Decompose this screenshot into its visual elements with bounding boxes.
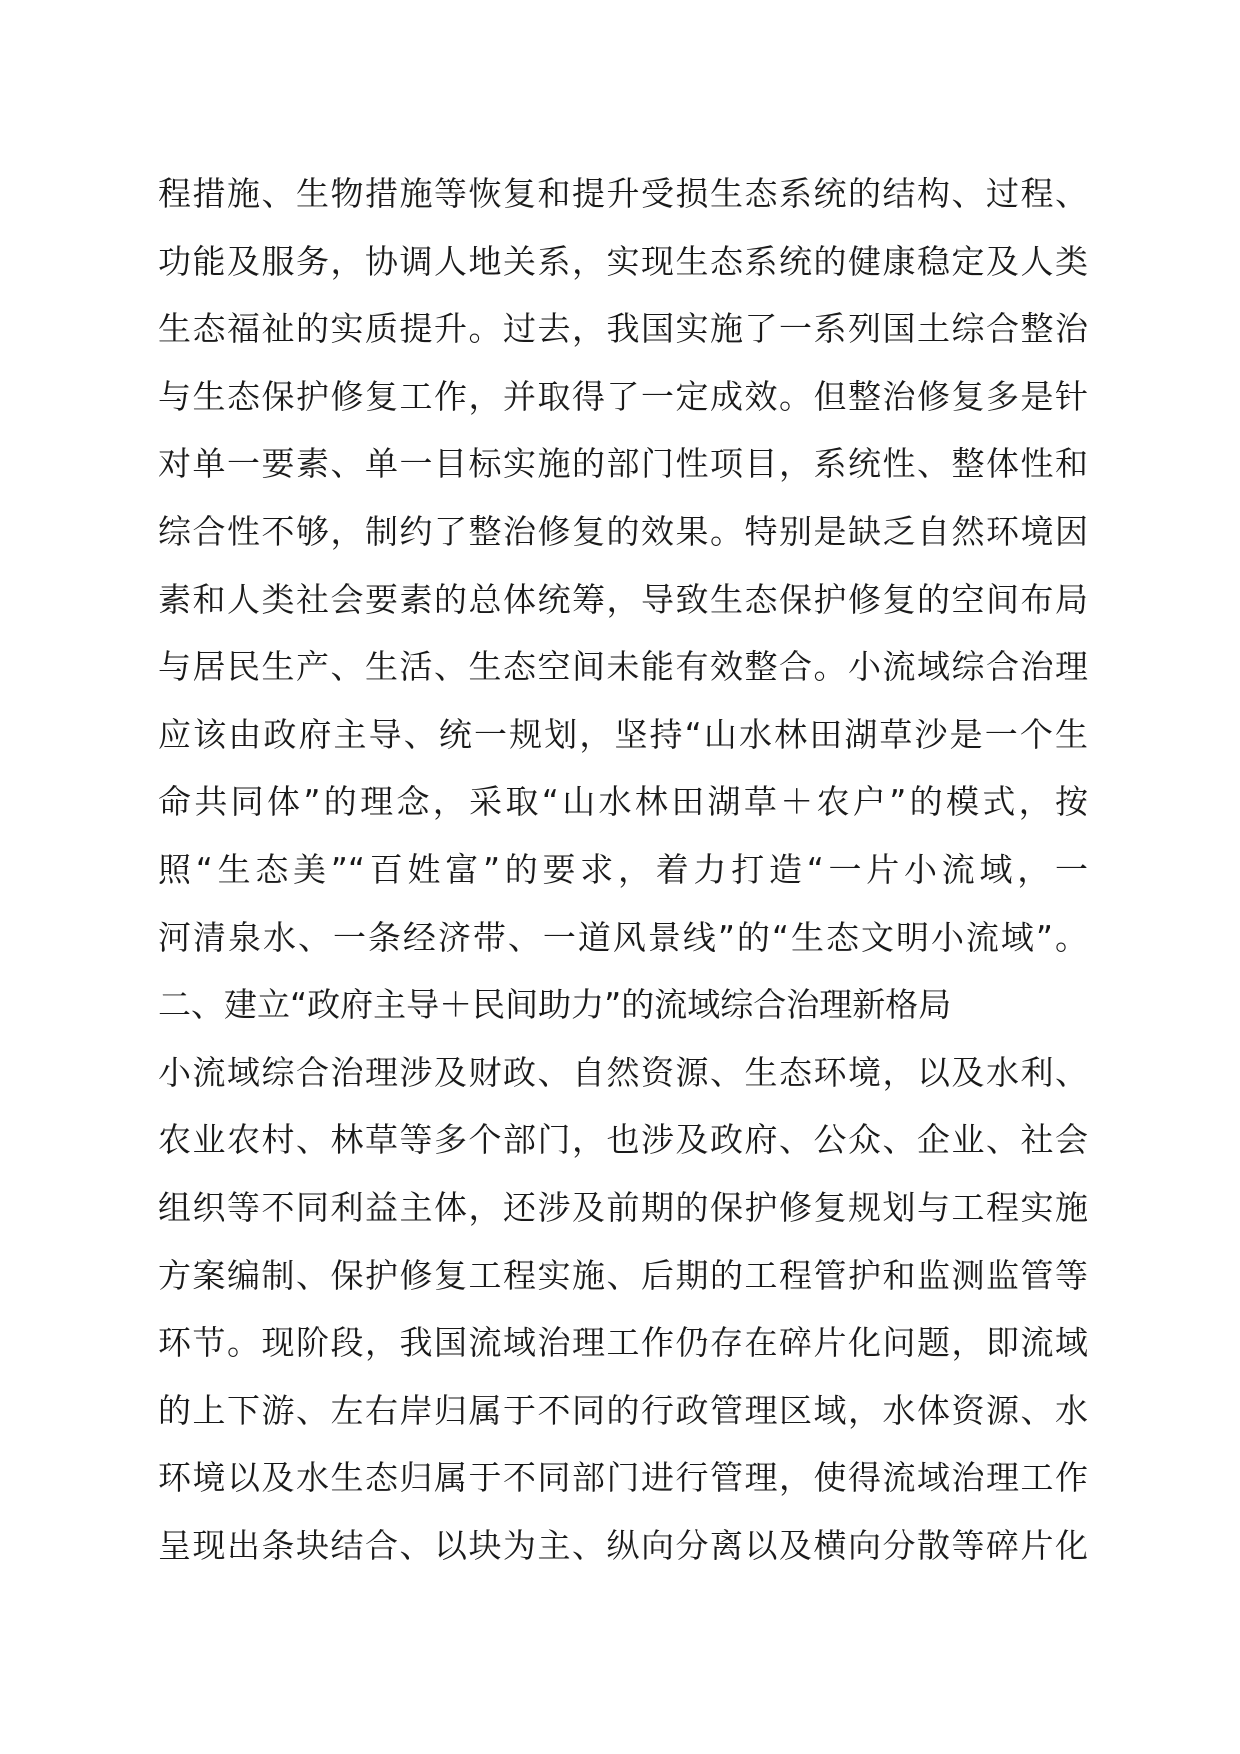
text-line-8: 与居民生产、生活、生态空间未能有效整合。小流域综合治理 — [158, 647, 1088, 687]
text-line-17: 方案编制、保护修复工程实施、后期的工程管护和监测监管等 — [158, 1255, 1088, 1295]
text-line-21: 呈现出条块结合、以块为主、纵向分离以及横向分散等碎片化 — [158, 1525, 1088, 1565]
section-heading: 二、建立“政府主导＋民间助力”的流域综合治理新格局 — [158, 985, 952, 1025]
text-line-10: 命共同体”的理念，采取“山水林田湖草＋农户”的模式，按 — [158, 782, 1088, 822]
text-line-14: 小流域综合治理涉及财政、自然资源、生态环境，以及水利、 — [158, 1052, 1088, 1092]
text-line-4: 与生态保护修复工作，并取得了一定成效。但整治修复多是针 — [158, 376, 1088, 416]
text-line-6: 综合性不够，制约了整治修复的效果。特别是缺乏自然环境因 — [158, 511, 1088, 551]
text-line-5: 对单一要素、单一目标实施的部门性项目，系统性、整体性和 — [158, 444, 1088, 484]
text-line-11: 照“生态美”“百姓富”的要求，着力打造“一片小流域，一 — [158, 849, 1088, 889]
text-line-12: 河清泉水、一条经济带、一道风景线”的“生态文明小流域”。 — [158, 917, 1088, 957]
text-line-3: 生态福祉的实质提升。过去，我国实施了一系列国土综合整治 — [158, 309, 1088, 349]
text-line-1: 程措施、生物措施等恢复和提升受损生态系统的结构、过程、 — [158, 174, 1088, 213]
body-text — [158, 160, 1088, 1579]
text-line-20: 环境以及水生态归属于不同部门进行管理，使得流域治理工作 — [158, 1458, 1088, 1498]
text-line-15: 农业农村、林草等多个部门，也涉及政府、公众、企业、社会 — [158, 1120, 1088, 1160]
text-line-19: 的上下游、左右岸归属于不同的行政管理区域，水体资源、水 — [158, 1390, 1088, 1430]
text-line-16: 组织等不同利益主体，还涉及前期的保护修复规划与工程实施 — [158, 1187, 1088, 1227]
text-line-9: 应该由政府主导、统一规划，坚持“山水林田湖草沙是一个生 — [158, 714, 1088, 754]
text-line-2: 功能及服务，协调人地关系，实现生态系统的健康稳定及人类 — [158, 241, 1088, 281]
text-line-18: 环节。现阶段，我国流域治理工作仍存在碎片化问题，即流域 — [158, 1323, 1088, 1363]
text-line-7: 素和人类社会要素的总体统筹，导致生态保护修复的空间布局 — [158, 579, 1088, 619]
